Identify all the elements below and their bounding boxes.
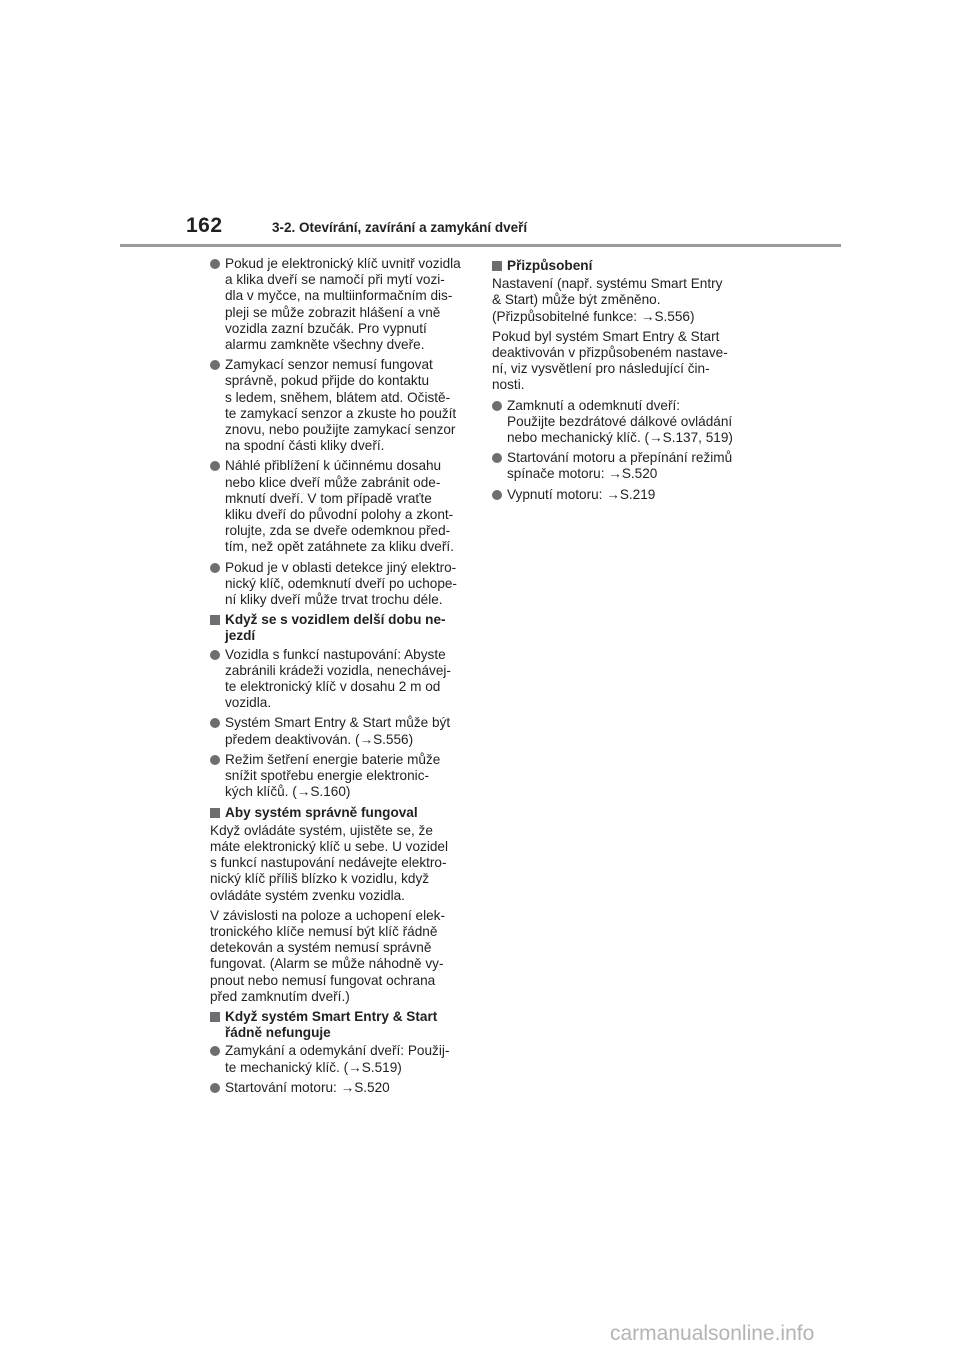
- text-line: V závislosti na poloze a uchopení elek-: [210, 907, 446, 923]
- text-line: Startování motoru a přepínání režimů: [507, 450, 733, 466]
- text-line: vozidla zazní bzučák. Pro vypnutí: [225, 320, 427, 336]
- section-heading: [210, 612, 470, 644]
- text-line: ní, viz vysvětlení pro následující čin-: [492, 361, 710, 377]
- paragraph: [492, 276, 754, 325]
- text-line: te zamykací senzor a zkuste ho použít: [225, 405, 457, 421]
- text-line: te elektronický klíč v dosahu 2 m od: [225, 679, 441, 695]
- bullet-item: [210, 752, 470, 801]
- text-line: Náhlé přiblížení k účinnému dosahu: [225, 458, 442, 474]
- text-line: správně, pokud přijde do kontaktu: [225, 373, 430, 389]
- text-line: rolujte, zda se dveře odemknou před-: [225, 523, 451, 539]
- text-line: tím, než opět zatáhnete za kliku dveří.: [225, 539, 454, 555]
- bullet-item: [210, 357, 470, 454]
- watermark: carmanualsonline.info: [610, 1322, 815, 1345]
- paragraph: [210, 908, 470, 1005]
- text-line: znovu, nebo použijte zamykací senzor: [225, 422, 456, 438]
- text-line: Pokud byl systém Smart Entry & Start: [492, 328, 720, 344]
- text-line: s ledem, sněhem, blátem atd. Očistě-: [225, 389, 451, 405]
- text-line: dla v myčce, na multiinformačním dis-: [225, 288, 453, 304]
- text-line: nosti.: [492, 377, 525, 393]
- bullet-item: [492, 398, 754, 447]
- text-line: nický klíč, odemknutí dveří po uchope-: [225, 575, 457, 591]
- text-line: předem deaktivován. (→S.556): [225, 731, 414, 747]
- text-line: máte elektronický klíč u sebe. U vozidel: [210, 838, 448, 854]
- text-line: kliku dveří do původní polohy a zkont-: [225, 507, 454, 523]
- text-line: a klika dveří se namočí při mytí vozi-: [225, 272, 445, 288]
- text-line: alarmu zamkněte všechny dveře.: [225, 337, 425, 353]
- text-line: před zamknutím dveří.): [210, 988, 350, 1004]
- text-line: spínače motoru: →S.520: [507, 466, 658, 482]
- text-line: Vozidla s funkcí nastupování: Abyste: [225, 646, 446, 662]
- text-line: kých klíčů. (→S.160): [225, 784, 351, 800]
- text-line: nebo klice dveří může zabránit ode-: [225, 474, 441, 490]
- text-line: Systém Smart Entry & Start může být: [225, 715, 451, 731]
- bullet-item: [210, 715, 470, 747]
- section-title: 3-2. Otevírání, zavírání a zamykání dveří: [272, 220, 528, 235]
- text-line: vozidla.: [225, 695, 272, 711]
- text-line: Použijte bezdrátové dálkové ovládání: [507, 413, 733, 429]
- bullet-item: [210, 256, 470, 353]
- text-line: & Start) může být změněno.: [492, 292, 661, 308]
- bullet-item: [210, 1043, 470, 1075]
- left-column: [210, 256, 470, 1100]
- text-line: s funkcí nastupování nedávejte elektro-: [210, 855, 447, 871]
- text-line: deaktivován v přizpůsobeném nastave-: [492, 345, 728, 361]
- text-line: Vypnutí motoru: →S.219: [507, 486, 656, 502]
- text-line: na spodní části kliky dveří.: [225, 438, 385, 454]
- paragraph: [492, 329, 754, 394]
- text-line: Přizpůsobení: [507, 258, 593, 273]
- text-line: Když systém Smart Entry & Start: [225, 1008, 438, 1024]
- bullet-item: [492, 487, 754, 503]
- text-line: detekován a systém nemusí správně: [210, 940, 432, 956]
- text-line: Když ovládáte systém, ujistěte se, že: [210, 822, 433, 838]
- page-number: 162: [186, 214, 223, 237]
- text-line: Zamknutí a odemknutí dveří:: [507, 397, 681, 413]
- text-line: pleji se může zobrazit hlášení a vně: [225, 304, 441, 320]
- header-rule: [120, 244, 841, 247]
- text-line: Pokud je elektronický klíč uvnitř vozidla: [225, 256, 461, 271]
- text-line: fungovat. (Alarm se může náhodně vy-: [210, 956, 444, 972]
- text-line: tronického klíče nemusí být klíč řádně: [210, 923, 438, 939]
- text-line: Zamykání a odemykání dveří: Použij-: [225, 1043, 450, 1059]
- text-line: Startování motoru: →S.520: [225, 1079, 390, 1095]
- text-line: Nastavení (např. systému Smart Entry: [492, 276, 723, 292]
- text-line: nický klíč příliš blízko k vozidlu, když: [210, 871, 430, 887]
- text-line: Když se s vozidlem delší dobu ne-: [225, 612, 446, 628]
- text-line: pnout nebo nemusí fungovat ochrana: [210, 972, 436, 988]
- section-heading: [492, 258, 754, 274]
- section-heading: [210, 805, 470, 821]
- bullet-item: [210, 1080, 470, 1096]
- text-line: ní kliky dveří může trvat trochu déle.: [225, 592, 443, 608]
- bullet-item: [210, 458, 470, 555]
- text-line: Pokud je v oblasti detekce jiný elektro-: [225, 559, 457, 575]
- text-line: Režim šetření energie baterie může: [225, 751, 441, 767]
- right-column: [492, 256, 754, 507]
- text-line: řádně nefunguje: [225, 1025, 331, 1041]
- text-line: Aby systém správně fungoval: [225, 804, 418, 820]
- text-line: Zamykací senzor nemusí fungovat: [225, 357, 433, 373]
- text-line: (Přizpůsobitelné funkce: →S.556): [492, 308, 695, 324]
- bullet-item: [210, 560, 470, 609]
- paragraph: [210, 823, 470, 904]
- text-line: te mechanický klíč. (→S.519): [225, 1059, 402, 1075]
- text-line: nebo mechanický klíč. (→S.137, 519): [507, 430, 733, 446]
- bullet-item: [492, 450, 754, 482]
- bullet-item: [210, 647, 470, 712]
- text-line: snížit spotřebu energie elektronic-: [225, 768, 430, 784]
- text-line: mknutí dveří. V tom případě vraťte: [225, 490, 432, 506]
- text-line: ovládáte systém zvenku vozidla.: [210, 887, 405, 903]
- text-line: jezdí: [225, 628, 256, 644]
- text-line: zabránili krádeži vozidla, nenechávej-: [225, 662, 451, 678]
- section-heading: [210, 1009, 470, 1041]
